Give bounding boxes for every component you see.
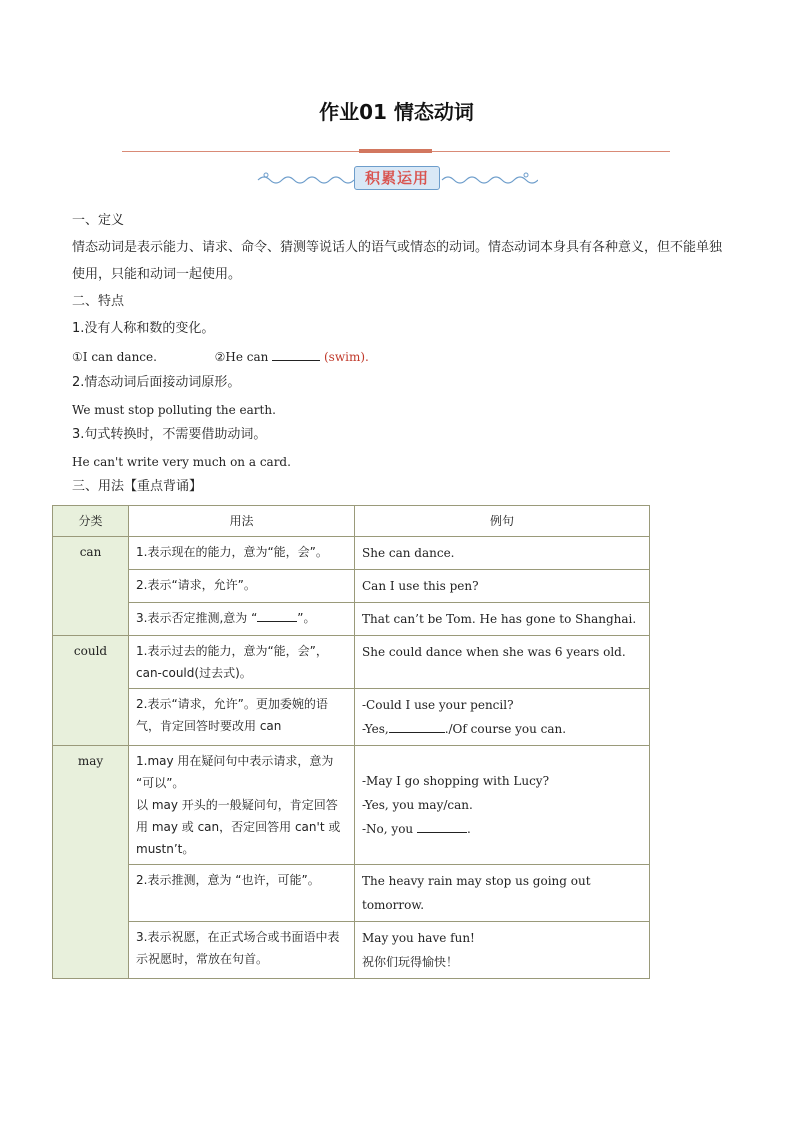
answer-blank[interactable] — [389, 720, 445, 733]
usage-cell: 2.表示推测，意为 “也许，可能”。 — [129, 865, 355, 922]
feature-2-example: We must stop polluting the earth. — [72, 403, 276, 417]
feature-1: 1.没有人称和数的变化。 — [72, 321, 215, 336]
section-heading-features: 二、特点 — [72, 294, 125, 309]
example-cell — [355, 746, 650, 865]
table-row — [53, 570, 650, 603]
usage-cell: 3.表示祝愿，在正式场合或书面语中表示祝愿时，常放在句首。 — [129, 922, 355, 979]
usage-text: 3.表示否定推测,意为 “ — [136, 611, 258, 625]
usage-cell — [129, 746, 355, 865]
usage-table — [52, 505, 650, 979]
example-cell — [355, 922, 650, 979]
example-b-end: . — [365, 350, 369, 364]
usage-cell: 2.表示“请求，允许”。 — [129, 570, 355, 603]
feature-3-example: He can't write very much on a card. — [72, 455, 291, 469]
example-b-hint: (swim) — [324, 350, 366, 364]
example-cell: The heavy rain may stop us going out tomorrow. — [355, 865, 650, 922]
definition-text: 情态动词是表示能力、请求、命令、猜测等说话人的语气或情态的动词。情态动词本身具有各种意义，但不能单独使用，只能和动词一起使用。 — [72, 240, 723, 282]
page-title: 作业01 情态动词 — [319, 100, 474, 124]
example-cell: She can dance. — [355, 537, 650, 570]
feature-1-examples — [72, 348, 369, 366]
answer-blank[interactable] — [272, 348, 320, 361]
category-could: could — [53, 636, 129, 746]
section-banner — [256, 163, 538, 193]
example-line: -May I go shopping with Lucy? — [362, 774, 550, 788]
example-cell: Can I use this pen? — [355, 570, 650, 603]
answer-blank[interactable] — [257, 609, 297, 622]
table-row — [53, 537, 650, 570]
category-can: can — [53, 537, 129, 636]
category-may: may — [53, 746, 129, 979]
banner-label: 积累运用 — [354, 166, 440, 190]
usage-text: 1.may 用在疑问句中表示请求，意为 “可以”。 — [136, 754, 334, 790]
feature-3: 3.句式转换时，不需要借助动词。 — [72, 427, 267, 442]
example-line: -No, you . — [362, 822, 471, 836]
table-row — [53, 603, 650, 636]
answer-blank[interactable] — [417, 820, 467, 833]
header-category: 分类 — [53, 506, 129, 537]
table-row — [53, 636, 650, 689]
usage-text-end: ”。 — [297, 611, 316, 625]
example-cell: She could dance when she was 6 years old. — [355, 636, 650, 689]
example-line: -Yes, you may/can. — [362, 798, 473, 812]
table-row — [53, 689, 650, 746]
section-heading-usage: 三、用法【重点背诵】 — [72, 479, 203, 494]
example-line: -Yes, ./Of course you can. — [362, 722, 567, 736]
header-example: 例句 — [355, 506, 650, 537]
example-cell: That can’t be Tom. He has gone to Shanghai. — [355, 603, 650, 636]
section-heading-definition: 一、定义 — [72, 213, 125, 228]
usage-text: 以 may 开头的一般疑问句，肯定回答用 may 或 can，否定回答用 can't 或 mustn’t。 — [136, 798, 341, 856]
example-line: May you have fun! — [362, 931, 475, 945]
table-row — [53, 865, 650, 922]
usage-cell: 2.表示“请求，允许”。更加委婉的语气，肯定回答时要改用 can — [129, 689, 355, 746]
example-line: -Could I use your pencil? — [362, 698, 514, 712]
table-row — [53, 922, 650, 979]
table-header-row — [53, 506, 650, 537]
example-line: 祝你们玩得愉快！ — [362, 955, 459, 969]
usage-cell: 1.表示过去的能力，意为“能，会”，can-could(过去式)。 — [129, 636, 355, 689]
header-usage: 用法 — [129, 506, 355, 537]
example-cell — [355, 689, 650, 746]
usage-cell — [129, 603, 355, 636]
usage-cell: 1.表示现在的能力，意为“能，会”。 — [129, 537, 355, 570]
title-divider-accent — [359, 149, 432, 153]
feature-2: 2.情态动词后面接动词原形。 — [72, 375, 241, 390]
table-row — [53, 746, 650, 865]
example-a: ①I can dance. — [72, 350, 157, 364]
example-b: ②He can — [214, 350, 269, 364]
